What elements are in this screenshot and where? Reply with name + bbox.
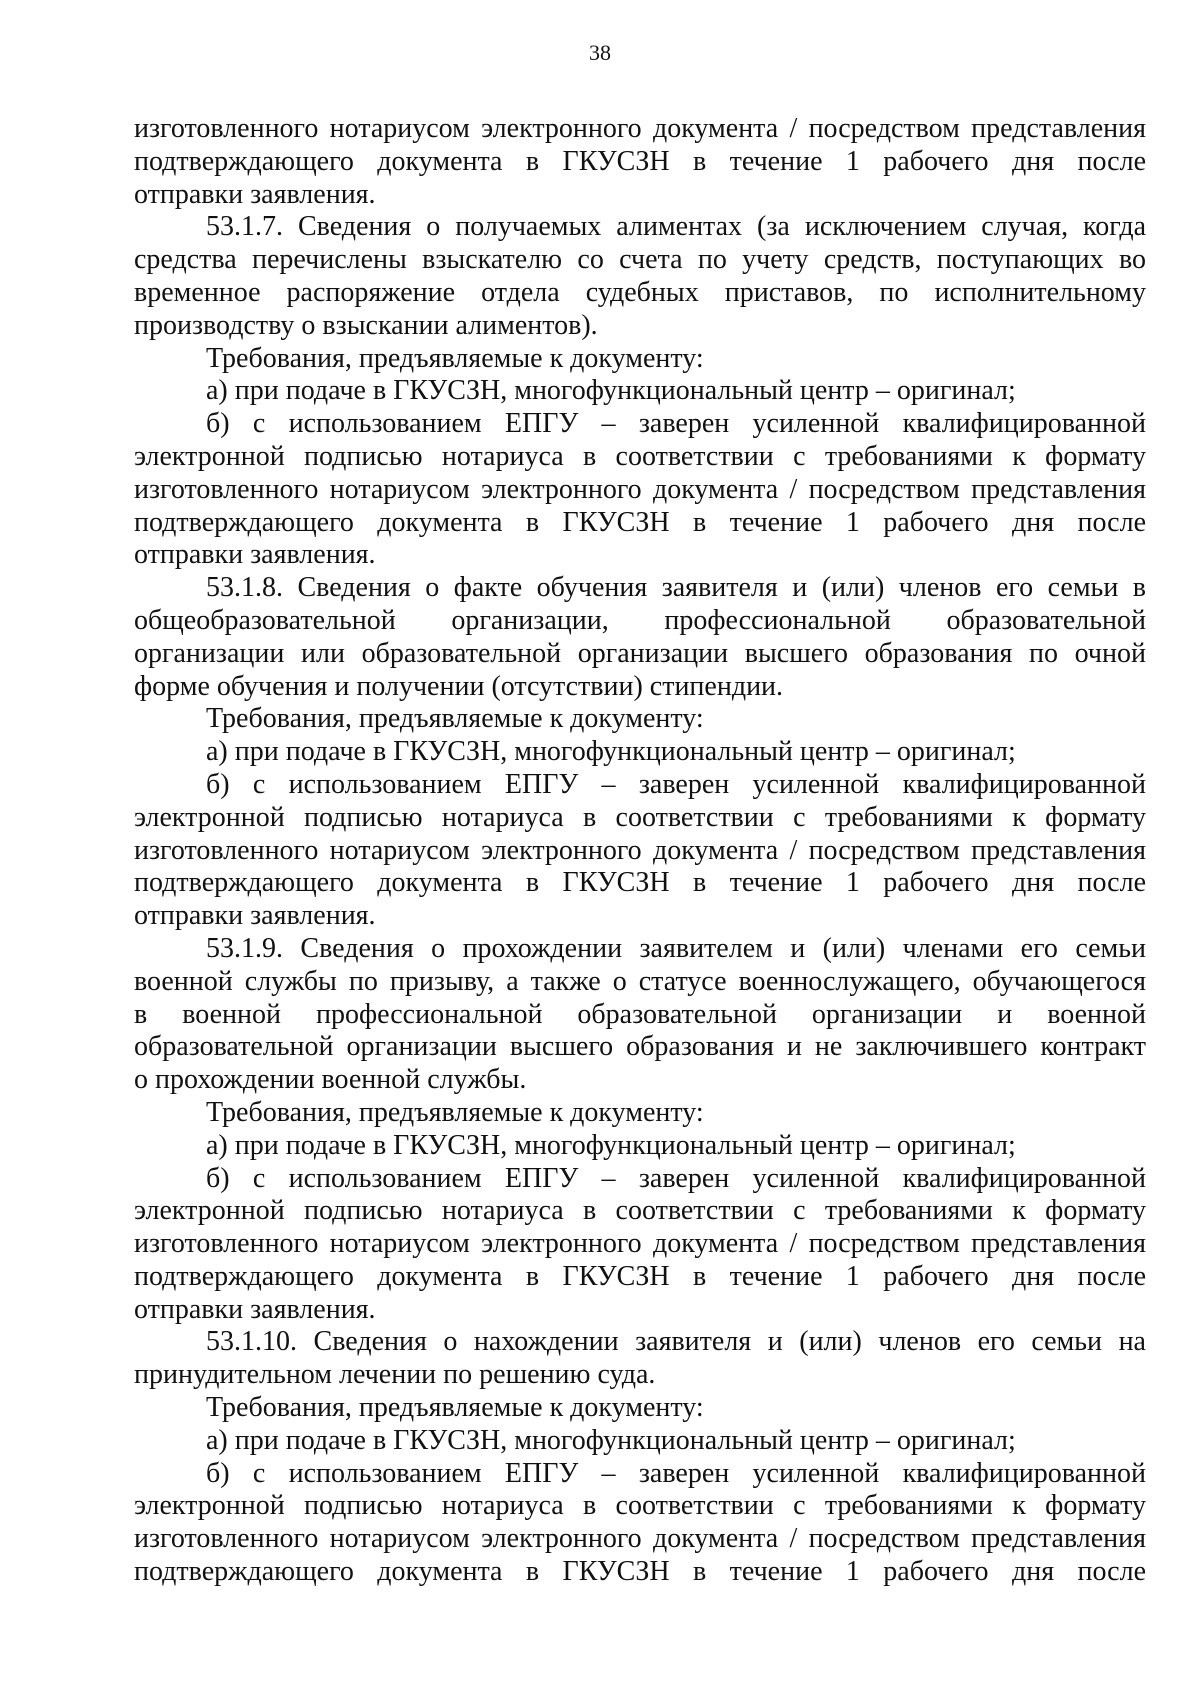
paragraph xyxy=(134,572,1146,703)
text-line: производству о взыскании алиментов). xyxy=(134,309,598,341)
text-line: организации или образовательной организации высшего образования по очной xyxy=(134,637,1146,669)
text-line: Требования, предъявляемые к документу: xyxy=(206,1392,704,1424)
paragraph xyxy=(134,113,1146,211)
text-line: 53.1.7. Сведения о получаемых алиментах (за исключением случая, когда xyxy=(206,211,1146,243)
paragraph xyxy=(134,1163,1146,1327)
paragraph xyxy=(134,211,1146,342)
paragraph xyxy=(134,1097,1146,1130)
text-line: о прохождении военной службы. xyxy=(134,1064,527,1096)
text-line: электронной подписью нотариуса в соответствии с требованиями к формату xyxy=(134,440,1146,472)
text-line: Требования, предъявляемые к документу: xyxy=(206,1096,704,1128)
text-line: временное распоряжение отдела судебных приставов, по исполнительному xyxy=(134,276,1146,308)
text-line: отправки заявления. xyxy=(134,178,376,210)
text-line: а) при подаче в ГКУСЗН, многофункциональный центр – оригинал; xyxy=(206,1129,1016,1161)
text-line: электронной подписью нотариуса в соответствии с требованиями к формату xyxy=(134,1195,1146,1227)
paragraph xyxy=(134,1392,1146,1425)
paragraph xyxy=(134,1326,1146,1392)
text-line: 53.1.9. Сведения о прохождении заявителем и (или) членами его семьи xyxy=(206,932,1146,964)
paragraph xyxy=(134,1425,1146,1458)
paragraph xyxy=(134,736,1146,769)
paragraph xyxy=(134,1130,1146,1163)
text-line: подтверждающего документа в ГКУСЗН в течение 1 рабочего дня после xyxy=(134,1260,1146,1292)
text-line: отправки заявления. xyxy=(134,539,376,571)
text-line: электронной подписью нотариуса в соответствии с требованиями к формату xyxy=(134,1490,1146,1522)
text-line: подтверждающего документа в ГКУСЗН в течение 1 рабочего дня после xyxy=(134,145,1146,177)
paragraph xyxy=(134,343,1146,376)
paragraph xyxy=(134,375,1146,408)
text-line: военной службы по призыву, а также о статусе военнослужащего, обучающегося xyxy=(134,965,1146,997)
text-line: изготовленного нотариусом электронного документа / посредством представления xyxy=(134,113,1146,144)
paragraph xyxy=(134,933,1146,1097)
text-line: подтверждающего документа в ГКУСЗН в течение 1 рабочего дня после xyxy=(134,1556,1146,1588)
paragraph xyxy=(134,1458,1146,1589)
text-line: подтверждающего документа в ГКУСЗН в течение 1 рабочего дня после xyxy=(134,867,1146,899)
paragraph xyxy=(134,703,1146,736)
text-line: электронной подписью нотариуса в соответствии с требованиями к формату xyxy=(134,801,1146,833)
text-line: изготовленного нотариусом электронного документа / посредством представления xyxy=(134,1228,1146,1260)
text-line: Требования, предъявляемые к документу: xyxy=(206,342,704,374)
text-line: б) с использованием ЕПГУ – заверен усиленной квалифицированной xyxy=(206,1162,1146,1194)
text-line: изготовленного нотариусом электронного документа / посредством представления xyxy=(134,834,1146,866)
text-line: образовательной организации высшего образования и не заключившего контракт xyxy=(134,1031,1146,1063)
text-line: изготовленного нотариусом электронного документа / посредством представления xyxy=(134,1523,1146,1555)
document-body xyxy=(134,113,1146,1589)
text-line: б) с использованием ЕПГУ – заверен усиленной квалифицированной xyxy=(206,408,1146,440)
text-line: 53.1.8. Сведения о факте обучения заявителя и (или) членов его семьи в xyxy=(206,572,1146,604)
text-line: принудительном лечении по решению суда. xyxy=(134,1359,656,1391)
page-number: 38 xyxy=(589,40,611,65)
text-line: средства перечислены взыскателю со счета по учету средств, поступающих во xyxy=(134,244,1146,276)
text-line: в военной профессиональной образовательной организации и военной xyxy=(134,998,1146,1030)
text-line: б) с использованием ЕПГУ – заверен усиленной квалифицированной xyxy=(206,1457,1146,1489)
text-line: а) при подаче в ГКУСЗН, многофункциональный центр – оригинал; xyxy=(206,736,1016,768)
text-line: изготовленного нотариусом электронного документа / посредством представления xyxy=(134,473,1146,505)
text-line: форме обучения и получении (отсутствии) стипендии. xyxy=(134,670,784,702)
text-line: а) при подаче в ГКУСЗН, многофункциональный центр – оригинал; xyxy=(206,375,1016,407)
text-line: а) при подаче в ГКУСЗН, многофункциональный центр – оригинал; xyxy=(206,1424,1016,1456)
text-line: Требования, предъявляемые к документу: xyxy=(206,703,704,735)
paragraph xyxy=(134,769,1146,933)
text-line: отправки заявления. xyxy=(134,1293,376,1325)
text-line: подтверждающего документа в ГКУСЗН в течение 1 рабочего дня после xyxy=(134,506,1146,538)
text-line: общеобразовательной организации, профессиональной образовательной xyxy=(134,604,1146,636)
text-line: отправки заявления. xyxy=(134,900,376,932)
text-line: б) с использованием ЕПГУ – заверен усиленной квалифицированной xyxy=(206,768,1146,800)
paragraph xyxy=(134,408,1146,572)
text-line: 53.1.10. Сведения о нахождении заявителя и (или) членов его семьи на xyxy=(206,1326,1146,1358)
